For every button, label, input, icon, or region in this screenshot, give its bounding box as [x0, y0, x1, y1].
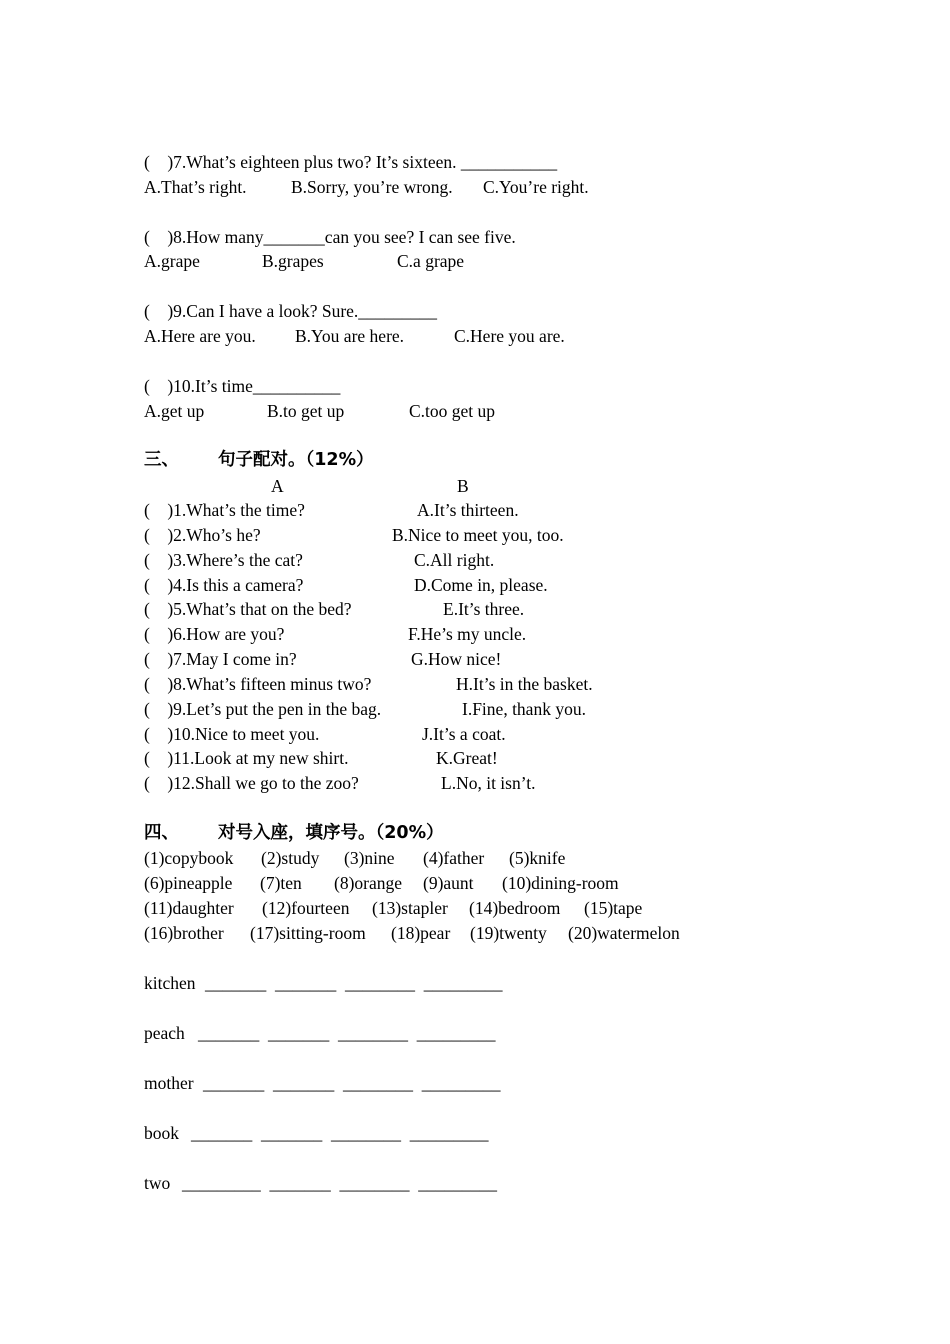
category-label: kitchen — [144, 973, 196, 993]
word-item: (15)tape — [584, 898, 643, 918]
answer: D.Come in, please. — [414, 575, 548, 595]
question: ( )8.What’s fifteen minus two? — [144, 674, 372, 694]
option-a: A.grape — [144, 251, 200, 271]
section-number: 三、 — [144, 450, 179, 470]
mc-question-7: ( )7.What’s eighteen plus two? It’s sixteen. ___________ — [144, 152, 558, 172]
section-title: 对号入座，填序号。（20%） — [218, 823, 444, 843]
word-item: (2)study — [261, 848, 320, 868]
word-item: (18)pear — [391, 923, 451, 943]
answer: L.No, it isn’t. — [441, 773, 536, 793]
word-item: (10)dining-room — [502, 873, 619, 893]
question: ( )12.Shall we go to the zoo? — [144, 773, 359, 793]
answer-blanks[interactable]: _______ _______ ________ _________ — [198, 1023, 496, 1043]
answer-blanks[interactable]: _________ _______ ________ _________ — [182, 1173, 497, 1193]
column-b-header: B — [457, 476, 469, 496]
answer-blanks[interactable]: _______ _______ ________ _________ — [205, 973, 503, 993]
option-c: C.Here you are. — [454, 326, 565, 346]
word-item: (4)father — [423, 848, 485, 868]
option-c: C.You’re right. — [483, 177, 589, 197]
question: ( )10.Nice to meet you. — [144, 724, 320, 744]
option-c: C.too get up — [409, 401, 496, 421]
word-item: (6)pineapple — [144, 873, 233, 893]
answer: F.He’s my uncle. — [408, 624, 527, 644]
option-a: A.That’s right. — [144, 177, 247, 197]
word-item: (16)brother — [144, 923, 224, 943]
answer: A.It’s thirteen. — [417, 500, 519, 520]
word-item: (3)nine — [344, 848, 395, 868]
word-item: (13)stapler — [372, 898, 448, 918]
word-item: (12)fourteen — [262, 898, 350, 918]
answer: H.It’s in the basket. — [456, 674, 593, 694]
word-item: (9)aunt — [423, 873, 474, 893]
word-item: (1)copybook — [144, 848, 234, 868]
answer: G.How nice! — [411, 649, 502, 669]
word-item: (19)twenty — [470, 923, 547, 943]
answer: K.Great! — [436, 748, 498, 768]
mc-question-8: ( )8.How many_______can you see? I can see five. — [144, 227, 516, 247]
answer: I.Fine, thank you. — [462, 699, 586, 719]
section-number: 四、 — [144, 823, 179, 843]
section-title: 句子配对。（12%） — [218, 450, 374, 470]
option-a: A.Here are you. — [144, 326, 256, 346]
question: ( )3.Where’s the cat? — [144, 550, 303, 570]
question: ( )4.Is this a camera? — [144, 575, 304, 595]
option-b: B.Sorry, you’re wrong. — [291, 177, 453, 197]
answer: E.It’s three. — [443, 599, 525, 619]
mc-question-10: ( )10.It’s time__________ — [144, 376, 341, 396]
answer: C.All right. — [414, 550, 495, 570]
word-item: (8)orange — [334, 873, 403, 893]
answer-blanks[interactable]: _______ _______ ________ _________ — [203, 1073, 501, 1093]
question: ( )2.Who’s he? — [144, 525, 261, 545]
answer: B.Nice to meet you, too. — [392, 525, 564, 545]
category-label: book — [144, 1123, 179, 1143]
option-b: B.to get up — [267, 401, 345, 421]
word-item: (5)knife — [509, 848, 566, 868]
answer-blanks[interactable]: _______ _______ ________ _________ — [191, 1123, 489, 1143]
option-c: C.a grape — [397, 251, 465, 271]
word-item: (11)daughter — [144, 898, 234, 918]
word-item: (17)sitting-room — [250, 923, 366, 943]
question: ( )9.Let’s put the pen in the bag. — [144, 699, 382, 719]
option-a: A.get up — [144, 401, 205, 421]
word-item: (14)bedroom — [469, 898, 561, 918]
column-a-header: A — [271, 476, 284, 496]
question: ( )1.What’s the time? — [144, 500, 305, 520]
answer: J.It’s a coat. — [422, 724, 506, 744]
question: ( )11.Look at my new shirt. — [144, 748, 349, 768]
option-b: B.grapes — [262, 251, 324, 271]
question: ( )5.What’s that on the bed? — [144, 599, 352, 619]
word-item: (20)watermelon — [568, 923, 680, 943]
question: ( )7.May I come in? — [144, 649, 297, 669]
category-label: peach — [144, 1023, 185, 1043]
category-label: mother — [144, 1073, 194, 1093]
word-item: (7)ten — [260, 873, 302, 893]
question: ( )6.How are you? — [144, 624, 285, 644]
mc-question-9: ( )9.Can I have a look? Sure._________ — [144, 301, 438, 321]
category-label: two — [144, 1173, 171, 1193]
option-b: B.You are here. — [295, 326, 405, 346]
